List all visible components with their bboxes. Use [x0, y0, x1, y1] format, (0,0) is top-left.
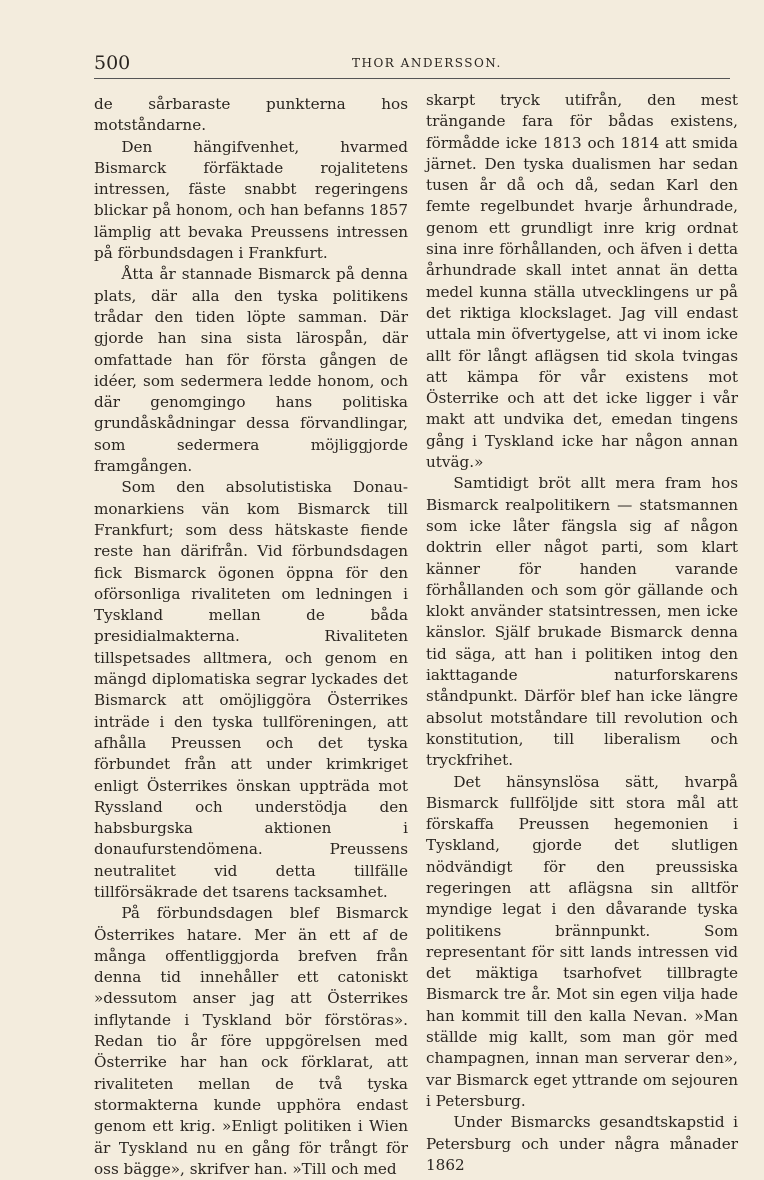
paragraph: Den hängifvenhet, hvarmed Bismarck förfäktade rojalitetens intressen, fäste snabbt regeringens blickar på honom, och han befanns 1857 lämplig att bevaka Preussens intressen på förbundsdagen i Frankfurt.: [94, 137, 408, 263]
paragraph: Åtta år stannade Bismarck på denna plats, där alla den tyska politikens trådar den tiden löpte samman. Där gjorde han sina sista lärospån, där omfattade han för första gången de idéer, som sedermera ledde honom, och där genomgingo hans politiska grundåskådningar dessa förvandlingar, som sedermera möjliggjorde framgången.: [94, 265, 408, 476]
paragraph: Samtidigt bröt allt mera fram hos Bismarck realpolitikern — statsmannen som icke låter fängsla sig af någon doktrin eller något parti, som klart känner för handen varande förhållanden och som gör gällande och klokt använder statsintressen, men icke känslor. Själf brukade Bismarck denna tid säga, att han i politiken intog den iakttagande naturforskarens ståndpunkt. Därför blef han icke längre absolut motståndare till revolution och konstitution, till liberalism och tryckfrihet.: [426, 474, 738, 770]
paragraph: På förbundsdagen blef Bismarck Österrikes hatare. Mer än ett af de många offentliggjorda brefven från denna tid innehåller ett catoniskt »dessutom anser jag att Österrikes inflytande i Tyskland bör förstöras». Redan tio år före uppgörelsen med Österrike har han ock förklarat, att rivaliteten mellan de två tyska stormakterna kunde upphöra endast genom ett krig. »Enligt politiken i Wien är Tyskland nu en gång för trångt för oss bägge», skrifver han. »Till och med: [94, 904, 408, 1178]
running-title: THOR ANDERSSON.: [352, 56, 502, 70]
paragraph: Som den absolutistiska Donau-monarkiens vän kom Bismarck till Frankfurt; som dess hätskaste fiende reste han därifrån. Vid förbundsdagen fick Bismarck ögonen öppna för den oförsonliga rivaliteten om ledningen i Tyskland mellan de båda presidialmakterna. Rivaliteten tillspetsades alltmera, och genom en mängd diplomatiska segrar lyckades det Bismarck att omöjliggöra Österrikes inträde i den tyska tullföreningen, att afhålla Preussen och det tyska förbundet från att under krimkriget enligt Österrikes önskan uppträda mot Ryssland och understödja den habsburgska aktionen i donaufurstendömena. Preussens neutralitet vid detta tillfälle tillförsäkrade det tsarens tacksamhet.: [94, 478, 408, 901]
header-rule: [94, 78, 730, 79]
page-header: [94, 52, 730, 78]
paragraph: Under Bismarcks gesandtskapstid i Petersburg och under några månader 1862: [426, 1113, 738, 1174]
right-column: [426, 90, 738, 1176]
page-number: 500: [94, 52, 131, 74]
paragraph: de sårbaraste punkterna hos motståndarne.: [94, 95, 408, 135]
paragraph: Det hänsynslösa sätt, hvarpå Bismarck fullföljde sitt stora mål att förskaffa Preussen hegemonien i Tyskland, gjorde det slutligen nödvändigt för den preussiska regeringen att aflägsna sin alltför myndige legat i den dåvarande tyska politikens brännpunkt. Som representant för sitt lands intressen vid det mäktiga tsarhofvet tillbragte Bismarck tre år. Mot sin egen vilja hade han kommit till den kalla Nevan. »Man ställde mig kallt, som man gör med champagnen, innan man serverar den», var Bismarck eget yttrande om sejouren i Petersburg.: [426, 772, 738, 1110]
left-column: [94, 94, 408, 1180]
paragraph: skarpt tryck utifrån, den mest trängande fara för bådas existens, förmådde icke 1813 och 1814 att smida järnet. Den tyska dualismen har sedan tusen år då och då, sedan Karl den femte regelbundet hvarje århundrade, genom ett grundligt inre krig ordnat sina inre förhållanden, och äfven i detta århundrade skall intet annat än detta medel kunna ställa utvecklingens ur på det riktiga klockslaget. Jag vill endast uttala min öfvertygelse, att vi inom icke allt för långt aflägsen tid skola tvingas att kämpa för vår existens mot Österrike och att det icke ligger i vår makt att undvika det, emedan tingens gång i Tyskland icke har någon annan utväg.»: [426, 91, 738, 472]
